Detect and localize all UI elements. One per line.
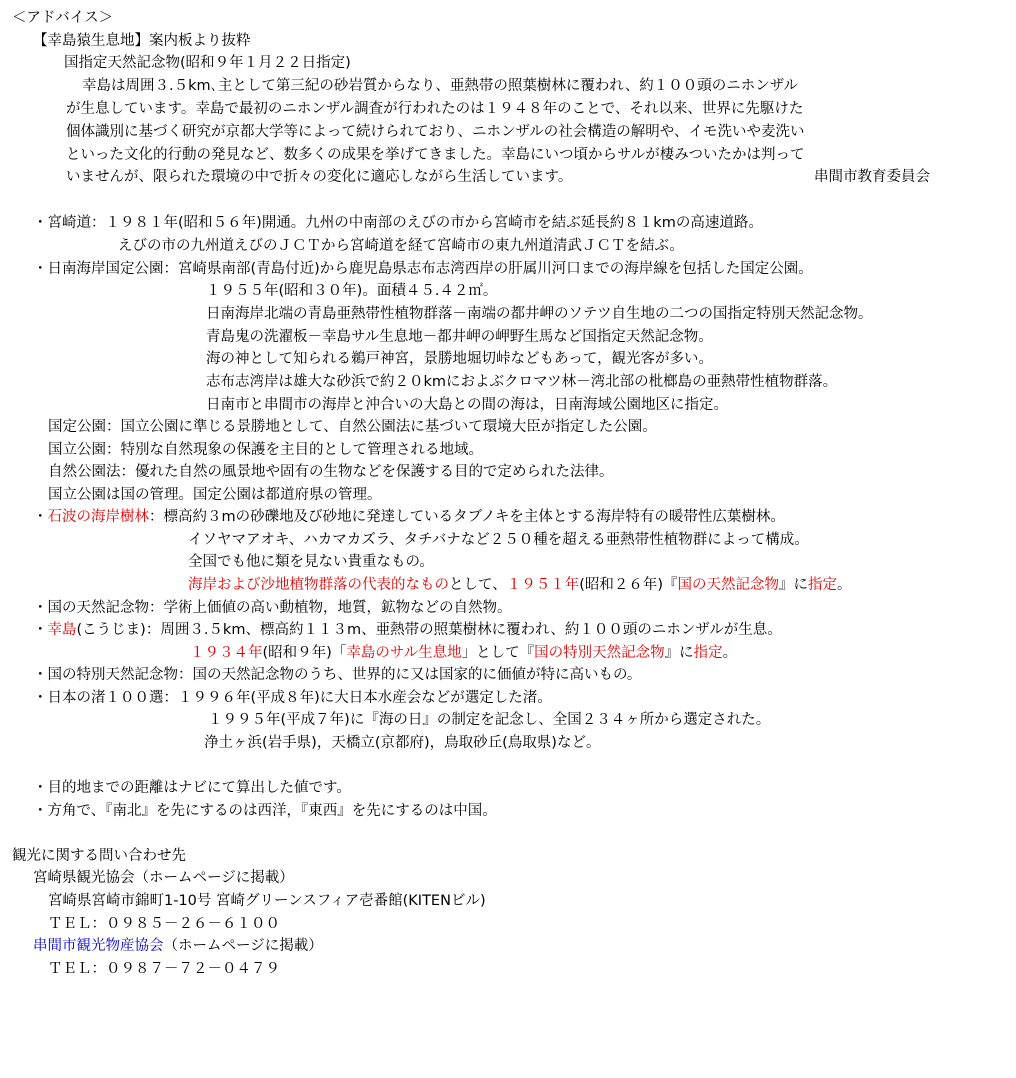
kushima-tourism-link[interactable]: 串間市観光物産協会 bbox=[33, 938, 164, 954]
note-100-beaches: ・日本の渚１００選：１９９６年(平成８年)に大日本水産会などが選定した渚。 bbox=[33, 690, 552, 706]
definition-park-management: 国立公園は国の管理。国定公園は都道府県の管理。 bbox=[48, 487, 382, 503]
contact-miyazaki-address: 宮崎県宮崎市錦町1-10号 宮崎グリーンスフィア壱番館(KITENビル) bbox=[48, 893, 486, 909]
note-ishinami-forest: ・石波の海岸樹林：標高約３mの砂礫地及び砂地に発達しているタブノキを主体とする海岸特有の暖帯性広葉樹林。 bbox=[33, 509, 785, 525]
note-100-beaches-examples: 浄土ヶ浜(岩手県)，天橋立(京都府)，鳥取砂丘(鳥取県)など。 bbox=[204, 735, 601, 751]
note-miyazaki-road: ・宮崎道：１９８１年(昭和５６年)開通。九州の中南部のえびの市から宮崎市を結ぶ延長約８１kmの高速道路。 bbox=[33, 215, 763, 231]
koshima-board-heading: 【幸島猿生息地】案内板より抜粋 bbox=[33, 33, 251, 49]
definition-special-natural-monument: ・国の特別天然記念物：国の天然記念物のうち、世界的に又は国家的に価値が特に高いもの。 bbox=[33, 667, 642, 683]
definition-quasi-national-park: 国定公園：国立公園に準じる景勝地として、自然公園法に基づいて環境大臣が指定した公園。 bbox=[48, 419, 657, 435]
note-direction: ・方角で、『南北』を先にするのは西洋，『東西』を先にするのは中国。 bbox=[33, 803, 497, 819]
koshima-designation: 国指定天然記念物(昭和９年１月２２日指定) bbox=[64, 55, 351, 71]
note-ishinami-detail: 全国でも他に類を見ない貴重なもの。 bbox=[188, 554, 434, 570]
note-nichinan-park-detail: １９５５年(昭和３０年)。面積４５.４２㎡。 bbox=[206, 283, 498, 299]
koshima-board-signature: 串間市教育委員会 bbox=[814, 169, 930, 185]
contact-kushima: 串間市観光物産協会（ホームページに掲載） bbox=[33, 938, 323, 954]
ishinami-term: 石波の海岸樹林 bbox=[47, 509, 149, 525]
contact-miyazaki-name: 宮崎県観光協会（ホームページに掲載） bbox=[33, 870, 294, 886]
koshima-term: 幸島 bbox=[47, 622, 77, 638]
note-nichinan-park: ・日南海岸国定公園：宮崎県南部(青島付近)から鹿児島県志布志湾西岸の肝属川河口までの海岸線を包括した国定公園。 bbox=[33, 261, 813, 277]
note-100-beaches-detail: １９９５年(平成７年)に『海の日』の制定を記念し、全国２３４ヶ所から選定された。 bbox=[208, 712, 771, 728]
contact-heading: 観光に関する問い合わせ先 bbox=[12, 848, 186, 864]
note-miyazaki-road-detail: えびの市の九州道えびのＪＣＴから宮崎道を経て宮崎市の東九州道清武ＪＣＴを結ぶ。 bbox=[118, 238, 684, 254]
note-nichinan-park-detail: 日南市と串間市の海岸と沖合いの大島との間の海は，日南海域公園地区に指定。 bbox=[206, 397, 728, 413]
note-nichinan-park-detail: 海の神として知られる鵜戸神宮，景勝地堀切峠などもあって，観光客が多い。 bbox=[206, 351, 714, 367]
note-nichinan-park-detail: 青島鬼の洗濯板－幸島サル生息地－都井岬の岬野生馬など国指定天然記念物。 bbox=[206, 329, 713, 345]
note-koshima: ・幸島(こうじま)：周囲３.５km、標高約１１３m、亜熱帯の照葉樹林に覆われ、約１００頭のニホンザルが生息。 bbox=[33, 622, 782, 638]
note-distance: ・目的地までの距離はナビにて算出した値です。 bbox=[33, 780, 351, 796]
note-ishinami-designation: 海岸および沙地植物群落の代表的なものとして、１９５１年(昭和２６年)『国の天然記念物』に指定。 bbox=[188, 577, 852, 593]
definition-natural-parks-act: 自然公園法：優れた自然の風景地や固有の生物などを保護する目的で定められた法律。 bbox=[48, 464, 614, 480]
koshima-board-line: といった文化的行動の発見など、数多くの成果を挙げてきました。幸島にいつ頃からサルが棲みついたかは判って bbox=[66, 147, 805, 163]
note-koshima-designation: １９３４年(昭和９年)「幸島のサル生息地」として『国の特別天然記念物』に指定。 bbox=[190, 645, 738, 661]
koshima-board-line: が生息しています。幸島で最初のニホンザル調査が行われたのは１９４８年のことで、それ以来、世界に先駆けた bbox=[66, 101, 804, 117]
koshima-board-line: 幸島は周囲３.５km､主として第三紀の砂岩質からなり、亜熱帯の照葉樹林に覆われ、約１００頭のニホンザル bbox=[82, 78, 799, 94]
note-nichinan-park-detail: 日南海岸北端の青島亜熱帯性植物群落－南端の都井岬のソテツ自生地の二つの国指定特別天然記念物。 bbox=[206, 306, 873, 322]
contact-miyazaki-tel: ＴＥＬ：０９８５－２６－６１００ bbox=[48, 916, 280, 932]
contact-kushima-tel: ＴＥＬ：０９８７－７２－０４７９ bbox=[48, 961, 280, 977]
koshima-board-line: いませんが、限られた環境の中で折々の変化に適応しながら生活しています。 bbox=[66, 169, 573, 185]
koshima-board-line: 個体識別に基づく研究が京都大学等によって続けられており、ニホンザルの社会構造の解明や、イモ洗いや麦洗い bbox=[66, 124, 805, 140]
note-nichinan-park-detail: 志布志湾岸は雄大な砂浜で約２０kmにおよぶクロマツ林－湾北部の枇榔島の亜熱帯性植物群落。 bbox=[206, 374, 838, 390]
definition-natural-monument: ・国の天然記念物：学術上価値の高い動植物，地質，鉱物などの自然物。 bbox=[33, 600, 512, 616]
definition-national-park: 国立公園：特別な自然現象の保護を主目的として管理される地域。 bbox=[48, 442, 483, 458]
note-ishinami-detail: イソヤマアオキ、ハカマカズラ、タチバナなど２５０種を超える亜熱帯性植物群によって構成。 bbox=[188, 532, 809, 548]
advice-heading: ＜アドバイス＞ bbox=[12, 10, 114, 26]
